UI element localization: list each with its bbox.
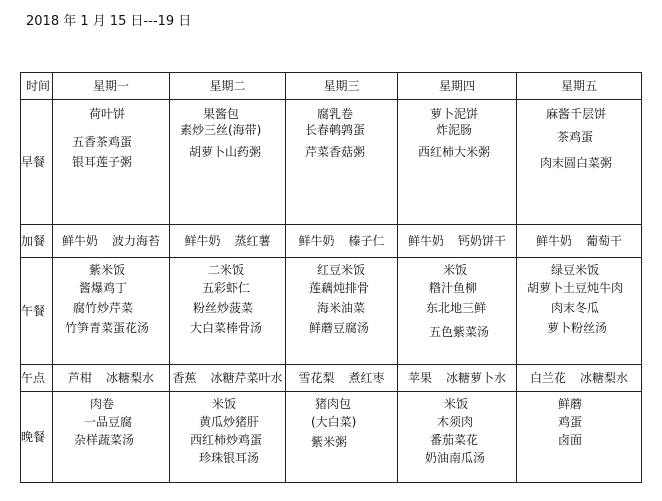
menu-item: 竹笋青菜蛋花汤: [65, 321, 150, 335]
menu-item: 莲藕炖排骨: [309, 281, 370, 295]
menu-item: (大白菜): [311, 415, 357, 429]
snack2-label: 午点: [21, 365, 53, 392]
breakfast-row: [21, 100, 642, 225]
menu-item: 酱爆鸡丁: [79, 281, 128, 295]
menu-item: 黄瓜炒猪肝: [199, 415, 260, 429]
menu-item: 二米饭: [208, 263, 245, 277]
menu-item: 茶鸡蛋: [557, 130, 594, 144]
dinner-label: 晚餐: [21, 392, 53, 483]
lunch-row: [21, 258, 642, 365]
menu-item: 蒸红薯: [234, 234, 271, 248]
menu-item: 东北地三鲜: [426, 301, 487, 315]
dinner-wed: [286, 392, 398, 483]
menu-item: 肉末冬瓜: [551, 301, 600, 315]
dinner-fri: [517, 392, 642, 483]
menu-item: 奶油南瓜汤: [425, 451, 486, 465]
dinner-mon: [53, 392, 170, 483]
day-header-mon: 星期一: [53, 73, 170, 100]
menu-item: 麻酱千层饼: [546, 107, 607, 121]
menu-item: 胡萝卜土豆炖牛肉: [527, 281, 624, 295]
menu-item: 腐竹炒芹菜: [73, 301, 134, 315]
snack1-wed: [286, 225, 398, 258]
dinner-row: [21, 392, 642, 483]
menu-item: 雪花梨: [298, 371, 335, 385]
menu-item: 冰糖萝卜水: [446, 371, 507, 385]
breakfast-thu: [398, 100, 517, 225]
menu-item: 荷叶饼: [89, 107, 126, 121]
menu-item: 素炒三丝(海带): [180, 123, 262, 137]
dinner-thu: [398, 392, 517, 483]
menu-item: 苹果: [407, 371, 432, 385]
day-header-wed: 星期三: [286, 73, 398, 100]
snack2-mon: [53, 365, 170, 392]
menu-item: 萝卜泥饼: [430, 107, 479, 121]
dinner-tue: [170, 392, 286, 483]
menu-item: 波力海苔: [112, 234, 161, 248]
snack2-tue: [170, 365, 286, 392]
snack1-thu: [398, 225, 517, 258]
day-header-fri: 星期五: [517, 73, 642, 100]
breakfast-wed: [286, 100, 398, 225]
snack1-fri: [517, 225, 642, 258]
snack1-mon: [53, 225, 170, 258]
menu-item: 米饭: [212, 397, 237, 411]
lunch-label: 午餐: [21, 258, 53, 365]
menu-item: 银耳莲子粥: [72, 155, 133, 169]
menu-item: 西红柿炒鸡蛋: [190, 433, 263, 447]
snack1-row: [21, 225, 642, 258]
menu-item: 猪肉包: [315, 397, 352, 411]
header-row: [21, 73, 642, 100]
time-header: 时间: [21, 73, 53, 100]
menu-item: 葡萄干: [586, 234, 623, 248]
menu-item: 五色紫菜汤: [429, 325, 490, 339]
menu-item: 紫米粥: [311, 435, 348, 449]
menu-item: 珍珠银耳汤: [199, 451, 260, 465]
menu-item: 木须肉: [437, 415, 474, 429]
menu-item: 米饭: [444, 397, 469, 411]
menu-item: 长春鹌鹑蛋: [305, 123, 366, 137]
menu-item: 果酱包: [203, 107, 240, 121]
breakfast-label: 早餐: [21, 100, 53, 225]
menu-item: 腐乳卷: [317, 107, 354, 121]
menu-item: 鲜牛奶: [407, 234, 444, 248]
menu-item: 五香茶鸡蛋: [72, 135, 133, 149]
day-header-thu: 星期四: [398, 73, 517, 100]
menu-item: 萝卜粉丝汤: [547, 321, 608, 335]
menu-item: 一品豆腐: [84, 415, 133, 429]
menu-item: 芹菜香菇粥: [305, 145, 366, 159]
menu-item: 鸡蛋: [558, 415, 583, 429]
menu-item: 鲜牛奶: [184, 234, 221, 248]
menu-item: 鲜蘑豆腐汤: [309, 321, 370, 335]
menu-item: 香蕉: [172, 371, 197, 385]
day-header-tue: 星期二: [170, 73, 286, 100]
breakfast-tue: [170, 100, 286, 225]
snack2-row: [21, 365, 642, 392]
menu-item: 冰糖芹菜叶水: [210, 371, 283, 385]
snack2-fri: [517, 365, 642, 392]
page-title: 2018 年 1 月 15 日---19 日: [26, 14, 192, 29]
menu-item: 鲜牛奶: [61, 234, 98, 248]
menu-item: 白兰花: [529, 371, 566, 385]
menu-item: 米饭: [443, 263, 468, 277]
menu-item: 五彩虾仁: [202, 281, 251, 295]
menu-item: 绿豆米饭: [551, 263, 600, 277]
breakfast-mon: [53, 100, 170, 225]
menu-item: 肉末圆白菜粥: [540, 156, 613, 170]
lunch-tue: [170, 258, 286, 365]
lunch-mon: [53, 258, 170, 365]
snack2-thu: [398, 365, 517, 392]
menu-item: 红豆米饭: [317, 263, 366, 277]
menu-item: 肉卷: [90, 397, 115, 411]
menu-item: 番茄菜花: [430, 433, 479, 447]
lunch-thu: [398, 258, 517, 365]
weekly-menu-table: [20, 72, 642, 483]
menu-item: 糌汁鱼柳: [429, 281, 478, 295]
menu-item: 大白菜棒骨汤: [190, 321, 263, 335]
menu-item: 杂样蔬菜汤: [74, 433, 135, 447]
snack2-wed: [286, 365, 398, 392]
menu-item: 海米油菜: [317, 301, 366, 315]
lunch-wed: [286, 258, 398, 365]
snack1-label: 加餐: [21, 225, 53, 258]
menu-item: 鲜蘑: [558, 397, 583, 411]
menu-item: 炸泥肠: [436, 123, 473, 137]
menu-item: 榛子仁: [348, 234, 385, 248]
menu-item: 鲜牛奶: [298, 234, 335, 248]
menu-item: 芦柑: [67, 371, 92, 385]
menu-item: 西红柿大米粥: [418, 145, 491, 159]
snack1-tue: [170, 225, 286, 258]
lunch-fri: [517, 258, 642, 365]
menu-item: 钙奶饼干: [458, 234, 507, 248]
menu-item: 紫米饭: [89, 263, 126, 277]
menu-item: 粉丝炒菠菜: [193, 301, 254, 315]
menu-item: 鲜牛奶: [535, 234, 572, 248]
menu-item: 煮红枣: [348, 371, 385, 385]
menu-item: 冰糖梨水: [106, 371, 155, 385]
menu-item: 卤面: [558, 433, 583, 447]
menu-item: 冰糖梨水: [580, 371, 629, 385]
breakfast-fri: [517, 100, 642, 225]
menu-item: 胡萝卜山药粥: [189, 145, 262, 159]
